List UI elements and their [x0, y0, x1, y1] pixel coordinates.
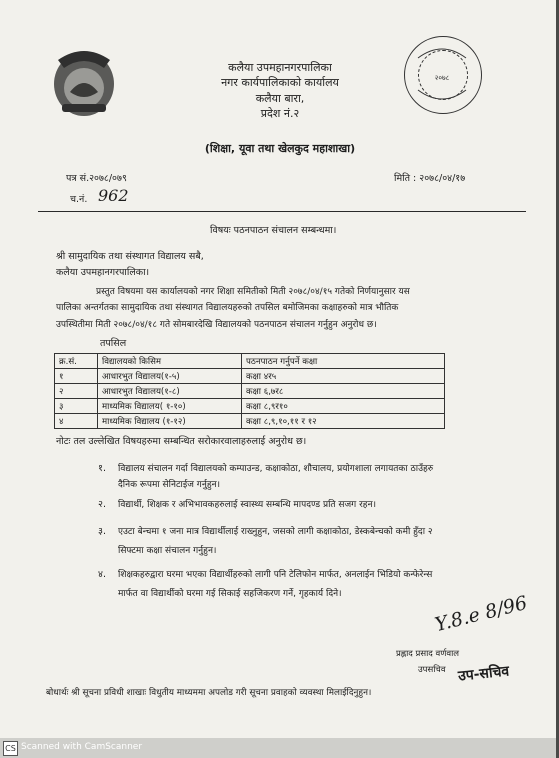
point-number: ३.: [98, 526, 106, 537]
chalani-number: 962: [98, 186, 129, 205]
scanner-watermark: Scanned with CamScanner: [21, 742, 143, 752]
point-number: ४.: [98, 569, 106, 580]
body-line-3: उपस्थितीमा मिती २०७८/०४/१८ गते सोमबारदेखि विद्यालयको पठनपाठन संचालन गर्नुहुन अनुरोध छ।: [56, 320, 377, 330]
point-text: शिक्षकहरुद्वारा घरमा भएका विद्यार्थीहरुको लागी पनि टेलिफोन मार्फत, अनलाईन भिडियो कन्फेरेन्स: [118, 570, 433, 580]
cell-school-type: आधारभुत विद्यालय(१-८): [98, 384, 242, 399]
signature-scribble: Y.8.e 8/96: [432, 591, 530, 637]
table-header-row: [55, 354, 445, 369]
nepal-emblem-icon: [48, 42, 120, 122]
class-schedule-table: [54, 353, 445, 429]
cell-sn: २: [55, 384, 98, 399]
point-text-cont: सिफ्टमा कक्षा संचालन गर्नुहुन।: [118, 546, 217, 556]
cell-classes: कक्षा ८,९र१०: [242, 399, 445, 414]
province: प्रदेश नं.२: [260, 107, 300, 120]
table-row: [55, 399, 445, 414]
table-row: [55, 384, 445, 399]
cell-sn: ४: [55, 414, 98, 429]
signatory-title: उपसचिव: [418, 665, 446, 675]
col-header-school-type: विद्यालयको किसिम: [98, 354, 242, 369]
svg-text:२०७८: २०७८: [434, 74, 450, 82]
cell-sn: १: [55, 369, 98, 384]
body-line-1: प्रस्तुत विषयमा यस कार्यालयको नगर शिक्षा समितीको मिती २०७८/०४/१५ गतेको निर्णयानुसार यस: [96, 287, 410, 297]
chalani-label: च.नं.: [70, 194, 88, 205]
tapsil-label: तपसिल: [100, 338, 127, 349]
header-divider: [38, 211, 526, 212]
cell-school-type: आधारभुत विद्यालय(१-५): [98, 369, 242, 384]
point-text-cont: दैनिक रूपमा सेनिटाईज गर्नुहुन।: [118, 480, 221, 490]
subject-line: विषयः पठनपाठन संचालन सम्बन्धमा।: [210, 225, 337, 236]
cell-classes: कक्षा ८,९,१०,११ र १२: [242, 414, 445, 429]
point-text: विद्यालय संचालन गर्दा विद्यालयको कम्पाउन्ड, कक्षाकोठा, शौचालय, प्रयोगशाला लगायतका ठाउँहरु: [118, 464, 434, 474]
recipient-line-1: श्री सामुदायिक तथा संस्थागत विद्यालय सबै,: [56, 251, 204, 262]
title-stamp: उप-सचिव: [457, 663, 510, 685]
letter-number: पत्र सं.२०७८/०७९: [66, 173, 127, 184]
point-text: विद्यार्थी, शिक्षक र अभिभावकहरुलाई स्वास्थ्य सम्बन्धि मापदण्ड प्रति सजग रहन।: [118, 500, 376, 510]
col-header-classes: पठनपाठन गर्नुपर्ने कक्षा: [242, 354, 445, 369]
bodharth-line: बोधार्थः श्री सूचना प्रविधी शाखाः विधुतीय माध्यममा अपलोड गरी सूचना प्रवाहको व्यवस्था मिलाईदिनुहुन।: [46, 688, 372, 698]
body-line-2: पालिका अन्तर्गतका सामुदायिक तथा संस्थागत विद्यालयहरुको तपसिल बमोजिमका कक्षाहरुको मात्र भौतिक: [56, 303, 399, 313]
office-name: नगर कार्यपालिकाको कार्यालय: [221, 76, 339, 89]
cell-school-type: माध्यमिक विद्यालय( १-१०): [98, 399, 242, 414]
note-line: नोटः तल उल्लेखित विषयहरुमा सम्बन्धित सरोकारवालाहरुलाई अनुरोध छ।: [56, 436, 307, 447]
camscanner-logo-icon: CS: [3, 741, 18, 756]
letter-date: मिति : २०७८/०४/१७: [394, 173, 466, 184]
signatory-name: प्रह्लाद प्रसाद वर्णवाल: [396, 649, 460, 659]
point-number: २.: [98, 499, 106, 510]
office-location: कलैया बारा,: [255, 92, 305, 105]
point-text: एउटा बेन्चमा १ जना मात्र विद्यार्थीलाई राख्नुहुन, जसको लागी कक्षाकोठा, डेस्कबेन्चको कमी हुँदा २: [118, 527, 433, 537]
col-header-sn: क्र.सं.: [55, 354, 98, 369]
table-row: [55, 369, 445, 384]
stamp-icon: [404, 36, 480, 112]
cell-classes: कक्षा ६,७र८: [242, 384, 445, 399]
cell-school-type: माध्यमिक विद्यालय (१-१२): [98, 414, 242, 429]
point-text-cont: मार्फत वा विद्यार्थीको घरमा गई सिकाई सहजिकरण गर्ने, गृहकार्य दिने।: [118, 589, 342, 599]
cell-sn: ३: [55, 399, 98, 414]
scanner-footer: [0, 738, 559, 758]
point-number: १.: [98, 463, 106, 474]
branch-name: (शिक्षा, यूवा तथा खेलकुद महाशाखा): [204, 142, 356, 155]
table-row: [55, 414, 445, 429]
cell-classes: कक्षा ४र५: [242, 369, 445, 384]
municipality-name: कलैया उपमहानगरपालिका: [228, 61, 332, 74]
recipient-line-2: कलैया उपमहानगरपालिका।: [56, 267, 150, 278]
